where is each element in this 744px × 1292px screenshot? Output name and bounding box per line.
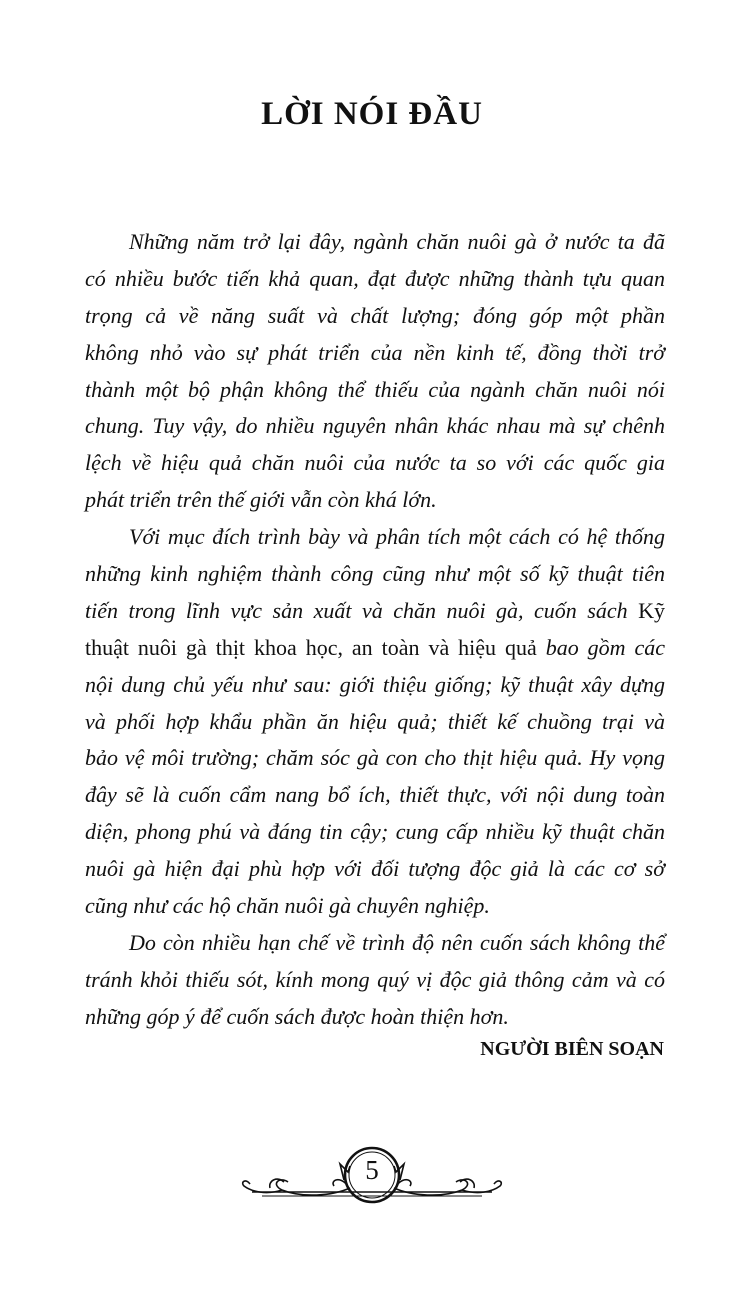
text-segment: Với mục đích trình bày và phân tích một cách có hệ thống — [129, 524, 665, 550]
author-signature: NGƯỜI BIÊN SOẠN — [480, 1038, 664, 1060]
text-line — [85, 962, 665, 999]
text-segment: và phối hợp khẩu phần ăn hiệu quả; thiết kế chuồng trại và — [85, 708, 665, 734]
preface-body — [85, 224, 665, 1036]
book-title-text: Kỹ — [638, 597, 665, 623]
text-line — [85, 556, 665, 593]
text-line — [85, 482, 665, 519]
text-segment: những kinh nghiệm thành công cũng như một số kỹ thuật tiên — [85, 561, 665, 587]
text-segment: đây sẽ là cuốn cẩm nang bổ ích, thiết thực, với nội dung toàn — [85, 782, 665, 808]
text-segment: bảo vệ môi trường; chăm sóc gà con cho thịt hiệu quả. Hy vọng — [85, 745, 665, 771]
text-line — [85, 335, 665, 372]
text-line — [85, 372, 665, 409]
text-segment: chung. Tuy vậy, do nhiều nguyên nhân khác nhau mà sự chênh — [85, 413, 665, 439]
text-segment: nuôi gà hiện đại phù hợp với đối tượng độc giả là các cơ sở — [85, 856, 665, 882]
text-segment: diện, phong phú và đáng tin cậy; cung cấp nhiều kỹ thuật chăn — [85, 819, 665, 845]
text-segment: cũng như các hộ chăn nuôi gà chuyên nghiệp. — [85, 893, 490, 919]
text-line — [85, 888, 665, 925]
text-line — [85, 261, 665, 298]
text-line — [85, 519, 665, 556]
text-line — [85, 408, 665, 445]
text-line — [85, 740, 665, 777]
text-segment: tiến trong lĩnh vực sản xuất và chăn nuôi gà, cuốn sách — [85, 597, 639, 623]
text-line — [85, 630, 665, 667]
page-number: 5 — [365, 1155, 379, 1185]
text-segment: trọng cả về năng suất và chất lượng; đóng góp một phần — [85, 302, 665, 328]
text-segment: phát triển trên thế giới vẫn còn khá lớn. — [85, 487, 437, 513]
text-segment: không nhỏ vào sự phát triển của nền kinh tế, đồng thời trở — [85, 339, 665, 365]
text-line — [85, 445, 665, 482]
text-line — [85, 814, 665, 851]
text-segment: Do còn nhiều hạn chế về trình độ nên cuốn sách không thể — [129, 929, 665, 955]
text-segment: Những năm trở lại đây, ngành chăn nuôi gà ở nước ta đã — [129, 229, 665, 254]
text-segment: nội dung chủ yếu như sau: giới thiệu giống; kỹ thuật xây dựng — [85, 671, 665, 697]
book-title-text: thuật nuôi gà thịt khoa học, an toàn và hiệu quả — [85, 634, 546, 660]
text-line — [85, 298, 665, 335]
text-segment: tránh khỏi thiếu sót, kính mong quý vị độc giả thông cảm và có — [85, 966, 665, 992]
text-segment: có nhiều bước tiến khả quan, đạt được những thành tựu quan — [85, 265, 665, 291]
text-line — [85, 777, 665, 814]
text-line — [85, 224, 665, 261]
text-line — [85, 593, 665, 630]
text-line — [85, 925, 665, 962]
text-line — [85, 704, 665, 741]
text-line — [85, 667, 665, 704]
text-segment: những góp ý để cuốn sách được hoàn thiện hơn. — [85, 1003, 509, 1029]
text-line — [85, 851, 665, 888]
text-segment: bao gồm các — [545, 634, 665, 660]
text-segment: thành một bộ phận không thể thiếu của ngành chăn nuôi nói — [85, 376, 665, 402]
text-line — [85, 999, 665, 1036]
page-title: LỜI NÓI ĐẦU — [261, 96, 483, 132]
text-segment: lệch về hiệu quả chăn nuôi của nước ta so với các quốc gia — [85, 450, 665, 476]
